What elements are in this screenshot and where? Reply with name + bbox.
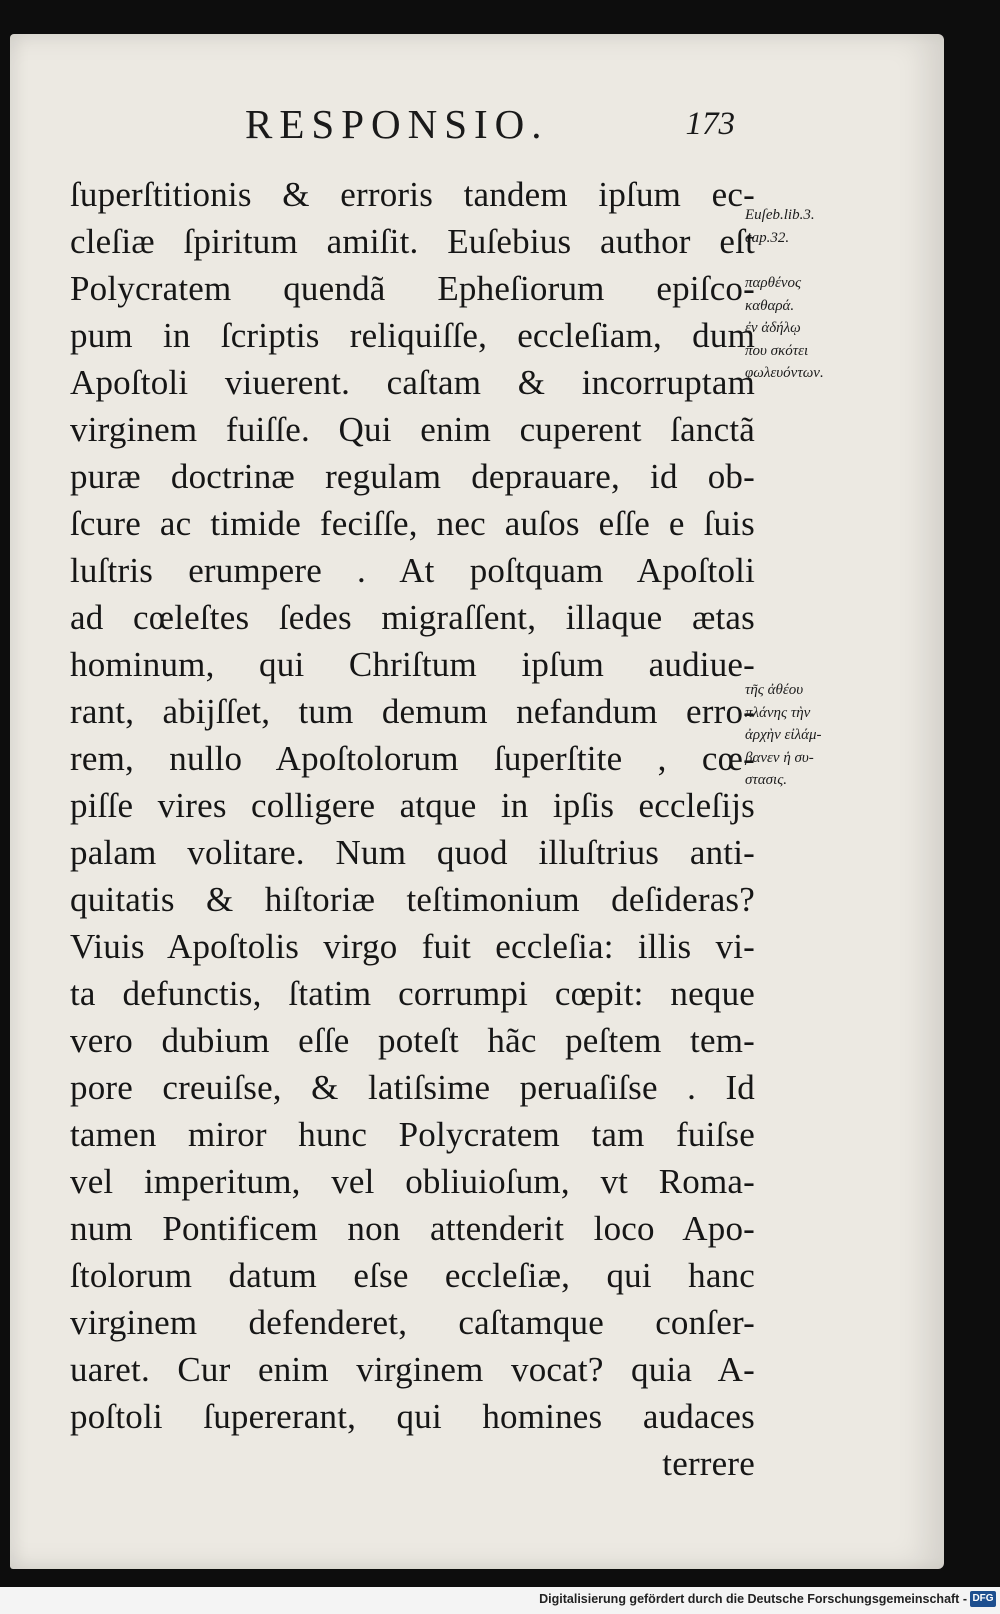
dfg-logo-icon: DFG — [970, 1591, 996, 1607]
text-line: vel imperitum, vel obliuioſum, vt Roma- — [70, 1162, 755, 1201]
dfg-credit: Digitalisierung gefördert durch die Deutsche Forschungsgemeinschaft - — [539, 1592, 967, 1606]
text-line: ſcure ac timide feciſſe, nec auſos eſſe e ſuis — [70, 504, 755, 543]
margin-note-line: πλάνης τὴν — [745, 704, 811, 721]
text-line: palam volitare. Num quod illuſtrius anti- — [70, 833, 755, 872]
text-line: quitatis & hiſtoriæ teſtimonium deſideras? — [70, 880, 755, 919]
text-line: pum in ſcriptis reliquiſſe, eccleſiam, dum — [70, 316, 755, 355]
text-line: virginem fuiſſe. Qui enim cuperent ſanctã — [70, 410, 755, 449]
text-line: vero dubium eſſe poteſt hãc peſtem tem- — [70, 1021, 755, 1060]
text-line: puræ doctrinæ regulam deprauare, id ob- — [70, 457, 755, 496]
margin-note-line: cap.32. — [745, 229, 790, 246]
body-text — [70, 171, 755, 1487]
text-line: cleſiæ ſpiritum amiſit. Euſebius author eſt — [70, 222, 755, 261]
text-line: ad cœleſtes ſedes migraſſent, illaque ætas — [70, 598, 755, 637]
text-line: luſtris erumpere . At poſtquam Apoſtoli — [70, 551, 755, 590]
text-line: piſſe vires colligere atque in ipſis eccleſijs — [70, 786, 755, 825]
margin-note-line: που σκότει — [745, 342, 809, 359]
text-line: hominum, qui Chriſtum ipſum audiue- — [70, 645, 755, 684]
margin-note-line: ἐν ἀδήλῳ — [745, 320, 801, 336]
margin-note-line: ἀρχὴν εἰλάμ- — [745, 727, 822, 743]
margin-note-line: καθαρά. — [745, 297, 795, 314]
text-line: ſuperſtitionis & erroris tandem ipſum ec- — [70, 175, 755, 214]
page-header — [245, 100, 765, 148]
text-line: pore creuiſse, & latiſsime peruaſiſse . Id — [70, 1068, 755, 1107]
margin-note-line: βανεν ἡ συ- — [745, 749, 814, 766]
text-line: virginem defenderet, caſtamque conſer- — [70, 1303, 755, 1342]
margin-note-line: τῆς ἀθέου — [745, 682, 804, 698]
page-number: 173 — [685, 106, 735, 142]
margin-note-line: παρθένος — [745, 275, 802, 291]
margin-note-line: φωλευόντων. — [745, 365, 824, 381]
margin-note-line: στασις. — [745, 772, 788, 788]
catchword: terrere — [662, 1444, 755, 1483]
text-line: ta defunctis, ſtatim corrumpi cœpit: neque — [70, 974, 755, 1013]
text-line: Viuis Apoſtolis virgo fuit eccleſia: illis vi- — [70, 927, 755, 966]
running-title: RESPONSIO. — [245, 101, 549, 147]
margin-note-line: Euſeb.lib.3. — [745, 207, 815, 223]
footer-bar — [0, 1587, 1000, 1614]
margin-note-greek-2 — [745, 679, 940, 792]
margin-note-eusebius — [745, 204, 940, 249]
text-line: rem, nullo Apoſtolorum ſuperſtite , cœ- — [70, 739, 755, 778]
text-line: tamen miror hunc Polycratem tam fuiſse — [70, 1115, 755, 1154]
text-line: Apoſtoli viuerent. caſtam & incorruptam — [70, 363, 755, 402]
margin-note-greek-1 — [745, 272, 940, 385]
book-page — [10, 34, 944, 1569]
text-line: uaret. Cur enim virginem vocat? quia A- — [70, 1350, 755, 1389]
text-line: num Pontificem non attenderit loco Apo- — [70, 1209, 755, 1248]
text-line: poſtoli ſupererant, qui homines audaces — [70, 1397, 755, 1436]
text-line: Polycratem quendã Epheſiorum epiſco- — [70, 269, 755, 308]
text-line: rant, abijſſet, tum demum nefandum erro- — [70, 692, 755, 731]
text-line: ſtolorum datum eſse eccleſiæ, qui hanc — [70, 1256, 755, 1295]
